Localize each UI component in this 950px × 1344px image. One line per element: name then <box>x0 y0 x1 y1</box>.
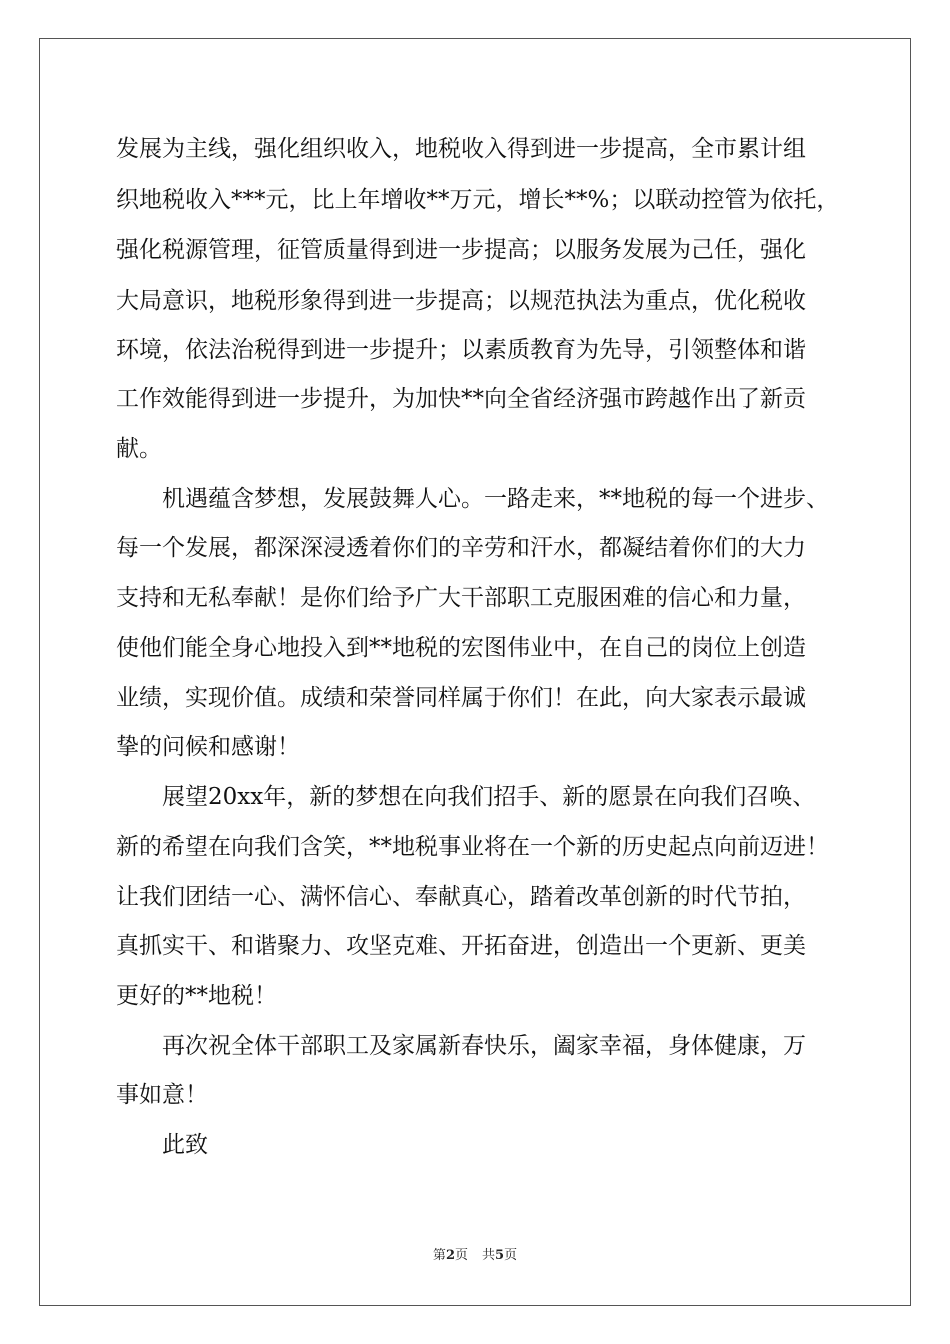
body-text-line: 发展为主线，强化组织收入，地税收入得到进一步提高，全市累计组 <box>116 136 806 162</box>
body-text-line: 工作效能得到进一步提升，为加快**向全省经济强市跨越作出了新贡 <box>116 386 806 412</box>
body-text-line: 大局意识，地税形象得到进一步提高；以规范执法为重点，优化税收 <box>116 288 806 314</box>
total-unit: 页 <box>504 1248 518 1263</box>
body-text-line: 新的希望在向我们含笑，**地税事业将在一个新的历史起点向前迈进！ <box>116 834 829 860</box>
body-text-line: 再次祝全体干部职工及家属新春快乐，阖家幸福，身体健康，万 <box>116 1033 806 1059</box>
body-text-line: 事如意！ <box>116 1082 208 1108</box>
page-prefix: 第 <box>432 1248 446 1263</box>
page-unit: 页 <box>454 1248 468 1263</box>
body-text-line: 每一个发展，都深深浸透着你们的辛劳和汗水，都凝结着你们的大力 <box>116 535 806 561</box>
page-frame <box>39 38 911 1306</box>
body-text-line: 业绩，实现价值。成绩和荣誉同样属于你们！在此，向大家表示最诚 <box>116 685 806 711</box>
body-text-line: 织地税收入***元，比上年增收**万元，增长**%；以联动控管为依托， <box>116 187 840 213</box>
page-footer <box>0 1247 950 1265</box>
body-text-line: 献。 <box>116 436 162 462</box>
body-text-line: 挚的问候和感谢！ <box>116 734 300 760</box>
body-text-line: 支持和无私奉献！是你们给予广大干部职工克服困难的信心和力量， <box>116 585 806 611</box>
body-text-line: 机遇蕴含梦想，发展鼓舞人心。一路走来，**地税的每一个进步、 <box>116 486 829 512</box>
body-text-line: 使他们能全身心地投入到**地税的宏图伟业中，在自己的岗位上创造 <box>116 635 806 661</box>
current-page-number: 2 <box>445 1248 455 1263</box>
body-text-line: 强化税源管理，征管质量得到进一步提高；以服务发展为己任，强化 <box>116 237 806 263</box>
body-text-line: 展望20xx年，新的梦想在向我们招手、新的愿景在向我们召唤、 <box>116 784 816 810</box>
total-page-number: 5 <box>495 1248 505 1263</box>
total-prefix: 共 <box>482 1248 496 1263</box>
body-text-line: 更好的**地税！ <box>116 983 277 1009</box>
body-text-line: 让我们团结一心、满怀信心、奉献真心，踏着改革创新的时代节拍， <box>116 884 806 910</box>
body-text-line: 环境，依法治税得到进一步提升；以素质教育为先导，引领整体和谐 <box>116 337 806 363</box>
body-text-line: 真抓实干、和谐聚力、攻坚克难、开拓奋进，创造出一个更新、更美 <box>116 933 806 959</box>
body-text-line: 此致 <box>116 1132 208 1158</box>
